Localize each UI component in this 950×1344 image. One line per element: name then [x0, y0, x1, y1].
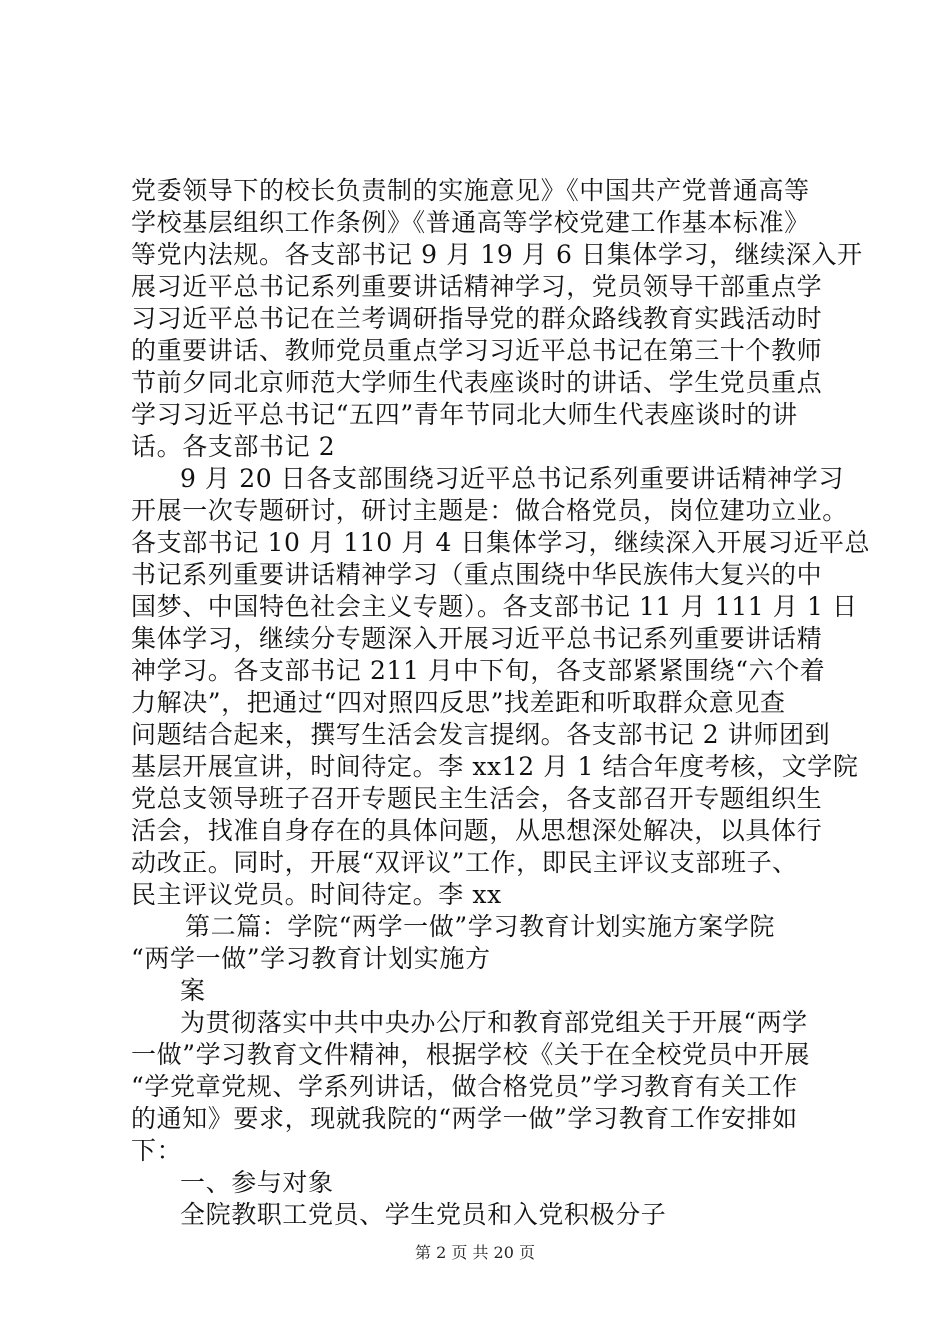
- body-text-line: 力解决”，把通过“四对照四反思”找差距和听取群众意见查: [131, 688, 786, 717]
- body-text-line: 动改正。同时，开展“双评议”工作，即民主评议支部班子、: [131, 848, 798, 877]
- body-text-line: 学习习近平总书记“五四”青年节同北大师生代表座谈时的讲: [131, 400, 798, 429]
- body-text-line: 下：: [131, 1136, 183, 1165]
- body-text-line: 国梦、中国特色社会主义专题）。各支部书记 11 月 111 月 1 日: [131, 592, 858, 621]
- body-text-line: 等党内法规。各支部书记 9 月 19 月 6 日集体学习，继续深入开: [131, 240, 863, 269]
- body-text-line: 党总支领导班子召开专题民主生活会，各支部召开专题组织生: [131, 784, 823, 813]
- body-text-line: 各支部书记 10 月 110 月 4 日集体学习，继续深入开展习近平总: [131, 528, 871, 557]
- body-text-line: 民主评议党员。时间待定。李 xx: [131, 880, 502, 909]
- section-heading-continued: “两学一做”学习教育计划实施方: [131, 944, 491, 973]
- section-heading: 第二篇：学院“两学一做”学习教育计划实施方案学院: [185, 912, 775, 941]
- paragraph-first-line: 全院教职工党员、学生党员和入党积极分子: [180, 1200, 667, 1229]
- body-text-line: 问题结合起来，撰写生活会发言提纲。各支部书记 2 讲师团到: [131, 720, 831, 749]
- body-text-line: 的重要讲话、教师党员重点学习习近平总书记在第三十个教师: [131, 336, 823, 365]
- body-text-line: 党委领导下的校长负责制的实施意见》《中国共产党普通高等: [131, 176, 810, 205]
- body-text-line: 展习近平总书记系列重要讲话精神学习，党员领导干部重点学: [131, 272, 823, 301]
- body-text-line: 一做”学习教育文件精神，根据学校《关于在全校党员中开展: [131, 1040, 810, 1069]
- section-heading-continued: 案: [180, 976, 206, 1005]
- body-text-line: “学党章党规、学系列讲话，做合格党员”学习教育有关工作: [131, 1072, 798, 1101]
- body-text-line: 开展一次专题研讨，研讨主题是：做合格党员，岗位建功立业。: [131, 496, 848, 525]
- subsection-heading: 一、参与对象: [180, 1168, 334, 1197]
- body-text-line: 的通知》要求，现就我院的“两学一做”学习教育工作安排如: [131, 1104, 798, 1133]
- body-text-line: 学校基层组织工作条例》《普通高等学校党建工作基本标准》: [131, 208, 810, 237]
- page-number-footer: 第 2 页 共 20 页: [415, 1243, 535, 1262]
- body-text-line: 神学习。各支部书记 211 月中下旬，各支部紧紧围绕“六个着: [131, 656, 826, 685]
- paragraph-first-line: 9 月 20 日各支部围绕习近平总书记系列重要讲话精神学习: [180, 464, 844, 493]
- body-text-line: 活会，找准自身存在的具体问题，从思想深处解决，以具体行: [131, 816, 823, 845]
- paragraph-first-line: 为贯彻落实中共中央办公厅和教育部党组关于开展“两学: [180, 1008, 808, 1037]
- body-text-line: 书记系列重要讲话精神学习（重点围绕中华民族伟大复兴的中: [131, 560, 823, 589]
- body-text-line: 集体学习，继续分专题深入开展习近平总书记系列重要讲话精: [131, 624, 823, 653]
- body-text-line: 习习近平总书记在兰考调研指导党的群众路线教育实践活动时: [131, 304, 823, 333]
- body-text-line: 基层开展宣讲，时间待定。李 xx12 月 1 结合年度考核，文学院: [131, 752, 859, 781]
- body-text-line: 话。各支部书记 2: [131, 432, 336, 461]
- body-text-line: 节前夕同北京师范大学师生代表座谈时的讲话、学生党员重点: [131, 368, 823, 397]
